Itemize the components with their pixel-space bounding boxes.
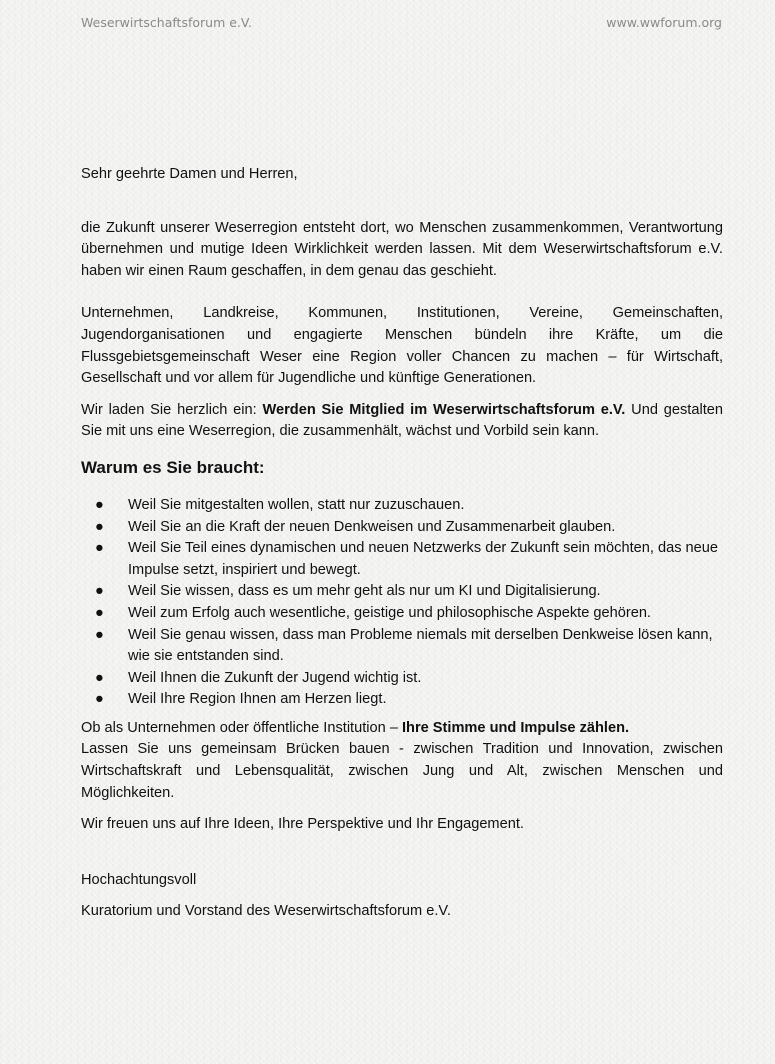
paragraph-members: Unternehmen, Landkreise, Kommunen, Institutionen, Vereine, Gemeinschaften, Jugendorganisationen und engagierte Menschen bündeln ihre Kräfte, um die Flussgebietsgemeinschaft Weser eine Region voller Chancen zu machen – für Wirtschaft, Gesellschaft und vor allem für Jugendliche und künftige Generationen. (81, 305, 723, 387)
signature: Kuratorium und Vorstand des Weserwirtschaftsforum e.V. (81, 903, 451, 920)
header-org-name: Weserwirtschaftsforum e.V. (81, 15, 252, 30)
list-item-text: Weil Sie wissen, dass es um mehr geht als nur um KI und Digitalisierung. (128, 583, 601, 600)
reasons-list (81, 495, 723, 711)
list-item-text: Weil Ihre Region Ihnen am Herzen liegt. (128, 691, 387, 708)
bullet-icon: ● (95, 496, 104, 513)
letter-body (81, 164, 723, 923)
paragraph-intro: die Zukunft unserer Weserregion entsteht dort, wo Menschen zusammenkommen, Verantwortung übernehmen und mutige Ideen Wirklichkeit werden lassen. Mit dem Weserwirtschaftsforum e.V. haben wir einen Raum geschaffen, in dem genau das geschieht. (81, 219, 723, 279)
invitation-highlight: Werden Sie Mitglied im Weserwirtschaftsforum e.V. (262, 401, 626, 418)
paragraph-thanks: Wir freuen uns auf Ihre Ideen, Ihre Perspektive und Ihr Engagement. (81, 816, 524, 833)
list-item-text: Weil Ihnen die Zukunft der Jugend wichtig ist. (128, 669, 422, 686)
closing-regards: Hochachtungsvoll (81, 871, 197, 888)
list-item-text: Weil Sie Teil eines dynamischen und neuen Netzwerks der Zukunft sein möchten, das neue Impulse setzt, inspiriert und bewegt. (128, 540, 719, 578)
header-website: www.wwforum.org (606, 15, 722, 30)
paragraph-voice (81, 718, 723, 740)
list-item-text: Weil Sie genau wissen, dass man Probleme niemals mit derselben Denkweise lösen kann, wie sie entstanden sind. (128, 626, 713, 665)
bullet-icon: ● (95, 604, 104, 621)
list-item (81, 625, 723, 668)
list-item (81, 668, 723, 690)
bullet-icon: ● (95, 540, 104, 557)
list-item (81, 495, 723, 517)
bullet-icon: ● (95, 518, 104, 535)
list-item (81, 517, 723, 539)
salutation: Sehr geehrte Damen und Herren, (81, 166, 298, 182)
bullet-icon: ● (95, 691, 104, 708)
bullet-icon: ● (95, 626, 104, 643)
page-header (81, 15, 722, 35)
paragraph-bridges: Lassen Sie uns gemeinsam Brücken bauen - zwischen Tradition und Innovation, zwischen Wirtschaftskraft und Lebensqualität, zwischen Jung und Alt, zwischen Menschen und Möglichkeiten. (81, 741, 723, 801)
list-item-text: Weil Sie an die Kraft der neuen Denkweisen und Zusammenarbeit glauben. (128, 518, 616, 535)
voice-highlight: Ihre Stimme und Impulse zählen. (401, 719, 630, 736)
paragraph-invitation (81, 400, 723, 443)
list-item-text: Weil Sie mitgestalten wollen, statt nur zuzuschauen. (128, 496, 465, 513)
section-heading: Warum es Sie braucht: (81, 457, 265, 477)
invitation-text: Wir laden Sie herzlich ein: (81, 401, 263, 418)
list-item (81, 603, 723, 625)
bullet-icon: ● (95, 583, 104, 600)
list-item (81, 581, 723, 603)
list-item (81, 538, 723, 581)
list-item-text: Weil zum Erfolg auch wesentliche, geistige und philosophische Aspekte gehören. (128, 604, 651, 621)
voice-text: Ob als Unternehmen oder öffentliche Institution – (81, 719, 402, 736)
list-item (81, 689, 723, 711)
bullet-icon: ● (95, 669, 104, 686)
invitation-text-continued: Und gestalten Sie mit uns eine Weserregion, die zusammenhält, wächst und Vorbild sein kann. (81, 401, 723, 440)
